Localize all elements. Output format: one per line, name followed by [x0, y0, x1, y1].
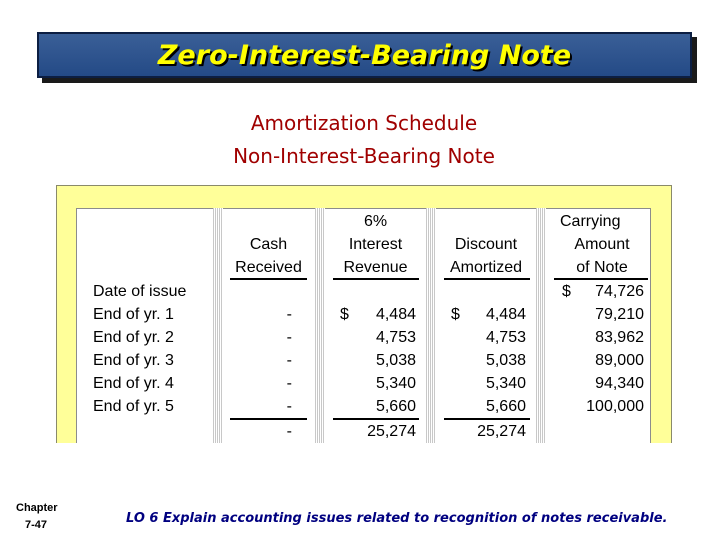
cell-cash: -	[286, 352, 292, 369]
header-rule-interest	[333, 278, 419, 280]
cell-discount: 5,038	[485, 352, 526, 369]
row-label: End of yr. 2	[93, 329, 174, 346]
header-carrying-line3: of Note	[576, 259, 628, 276]
schedule-title: Amortization Schedule	[250, 111, 478, 135]
cell-interest: 4,753	[375, 329, 416, 346]
header-discount-line1	[436, 210, 536, 233]
dollar-sign: $	[451, 306, 460, 323]
dollar-sign: $	[562, 283, 571, 300]
chapter-label	[16, 500, 56, 534]
row-label: Date of issue	[93, 283, 187, 300]
header-carrying-line1: Carrying	[560, 213, 621, 230]
title-bar	[37, 32, 692, 78]
cell-cash: -	[286, 306, 292, 323]
header-carrying-line2: Amount	[574, 236, 630, 253]
row-label: End of yr. 5	[93, 398, 174, 415]
chapter-text: Chapter	[16, 502, 58, 514]
header-interest-line2: Interest	[348, 236, 403, 253]
row-label: End of yr. 3	[93, 352, 174, 369]
cell-interest: 5,038	[375, 352, 416, 369]
header-cash-line1	[222, 210, 315, 233]
cell-carrying: 79,210	[595, 306, 644, 323]
total-interest: 25,274	[367, 423, 416, 440]
cell-carrying: 83,962	[595, 329, 644, 346]
cell-discount: 5,660	[485, 398, 526, 415]
cell-cash: -	[286, 329, 292, 346]
cell-carrying: 89,000	[595, 352, 644, 369]
header-rule-discount	[444, 278, 530, 280]
schedule-subtitle: Non-Interest-Bearing Note	[233, 144, 495, 168]
cell-discount: 4,753	[485, 329, 526, 346]
learning-objective: LO 6 Explain accounting issues related to recognition of notes receivable.	[126, 511, 668, 526]
header-interest-line3: Revenue	[343, 259, 408, 276]
header-cash-line2: Cash	[249, 236, 288, 253]
header-discount-line2: Discount	[454, 236, 518, 253]
header-discount-line3: Amortized	[449, 259, 523, 276]
slide-title: Zero-Interest-Bearing Note	[157, 39, 572, 71]
total-cash: -	[286, 423, 292, 440]
column-separator	[315, 208, 325, 443]
row-label: End of yr. 4	[93, 375, 174, 392]
header-interest-line1: 6%	[363, 213, 388, 230]
cell-carrying: 100,000	[586, 398, 644, 415]
header-cash-line3: Received	[235, 259, 302, 276]
chapter-page: 7-47	[24, 519, 48, 531]
cell-discount: 5,340	[485, 375, 526, 392]
total-discount: 25,274	[477, 423, 526, 440]
cell-cash: -	[286, 375, 292, 392]
cell-interest: 4,484	[375, 306, 416, 323]
cell-carrying: 94,340	[595, 375, 644, 392]
cell-interest: 5,340	[375, 375, 416, 392]
dollar-sign: $	[340, 306, 349, 323]
header-rule-cash	[230, 278, 307, 280]
cell-interest: 5,660	[375, 398, 416, 415]
cell-carrying: 74,726	[595, 283, 644, 300]
column-separator	[426, 208, 436, 443]
column-separator	[536, 208, 546, 443]
row-label: End of yr. 1	[93, 306, 174, 323]
cell-cash: -	[286, 398, 292, 415]
cell-discount: 4,484	[485, 306, 526, 323]
